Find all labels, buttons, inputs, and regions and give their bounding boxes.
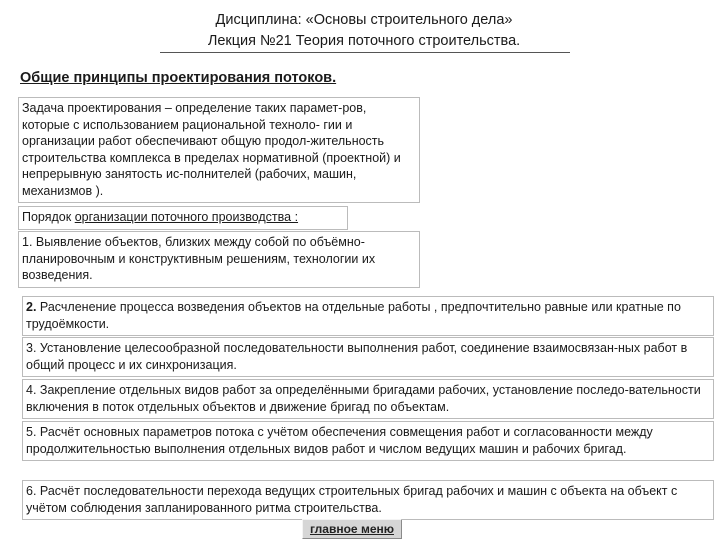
task-text: Задача проектирования – определение таких парамет-ров, которые с использованием рациональной техноло- гии и организации работ обеспечивают общую продол-жительность строительства комплекса в пределах нормативной (проектной) и непрерывную занятость ис-полнителей (рабочих, машин, механизмов ). (22, 101, 401, 198)
main-menu-label: главное меню (309, 522, 394, 536)
step-number: 6. (26, 484, 37, 498)
step-text: Расчёт основных параметров потока с учётом обеспечения совмещения работ и согласованности между продолжительностью выполнения отдельных видов работ и числом ведущих машин и рабочих бригад. (26, 425, 653, 456)
step-number: 3. (26, 341, 37, 355)
step-text: Закрепление отдельных видов работ за определёнными бригадами рабочих, установление последо-вательности включения в поток отдельных объектов и движение бригад по объектам. (26, 383, 701, 414)
step-number: 4. (26, 383, 37, 397)
step-4-box (22, 379, 714, 419)
section-title: Общие принципы проектирования потоков. (20, 70, 337, 86)
discipline-line: Дисциплина: «Основы строительного дела» (215, 12, 513, 28)
step-number: 2. (26, 300, 37, 314)
order-link[interactable]: организации поточного производства : (74, 210, 299, 224)
lecture-line: Лекция №21 Теория поточного строительства. (207, 33, 521, 49)
step-text: Выявление объектов, близких между собой по объёмно-планировочным и конструктивным решениям, технологии их возведения. (22, 235, 376, 282)
step-text: Расчленение процесса возведения объектов на отдельные работы , предпочтительно равные или кратные по трудоёмкости. (26, 300, 681, 331)
header-divider (160, 52, 570, 53)
step-5-box (22, 421, 714, 461)
step-text: Расчёт последовательности перехода ведущих строительных бригад рабочих и машин с объекта на объект с учётом соблюдения запланированного ритма строительства. (26, 484, 678, 515)
order-box (18, 206, 348, 230)
step-number: 5. (26, 425, 37, 439)
order-prefix: Порядок (22, 210, 75, 224)
main-menu-button[interactable] (302, 519, 402, 539)
step-number: 1. (22, 235, 33, 249)
step-2-box (22, 296, 714, 336)
step-6-box (22, 480, 714, 520)
step-3-box (22, 337, 714, 377)
step-1-box (18, 231, 420, 288)
task-text-box (18, 97, 420, 203)
step-text: Установление целесообразной последовательности выполнения работ, соединение взаимосвязан-ных работ в общий процесс и их синхронизация. (26, 341, 688, 372)
